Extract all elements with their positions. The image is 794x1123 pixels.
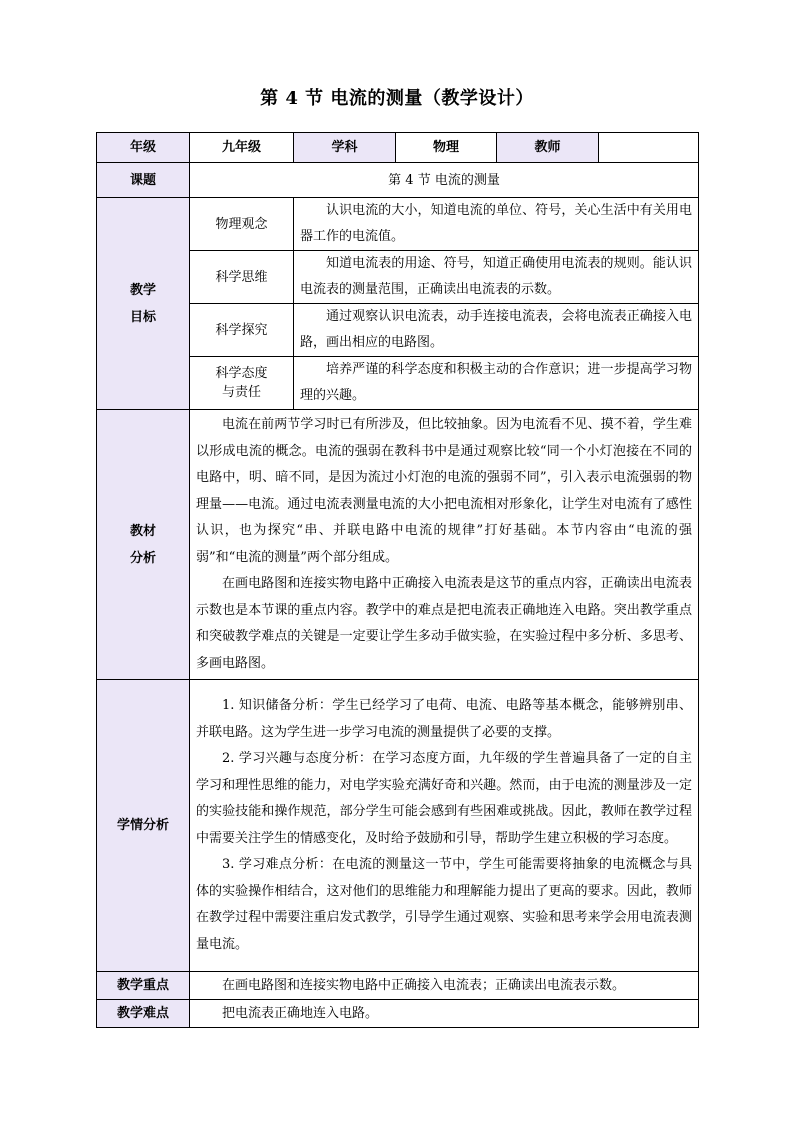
materials-label-line2: 分析 (129, 550, 156, 566)
materials-paragraph: 在画电路图和连接实物电路中正确接入电流表是这节的重点内容，正确读出电流表示数也是本节课的重点内容。教学中的难点是把电流表正确地连入电路。突出教学重点和突破教学难点的关键是一定要让学生多动手做实验，在实验过程中多分析、多思考、多画电路图。 (196, 576, 692, 671)
topic-label: 课题 (97, 163, 190, 198)
objectives-label-line1: 教学 (129, 282, 156, 298)
students-label: 学情分析 (97, 680, 190, 972)
students-row (97, 680, 699, 972)
objective-name (190, 357, 294, 410)
key-points-text (190, 972, 699, 1000)
students-paragraph: 3. 学习难点分析：在电流的测量这一节中，学生可能需要将抽象的电流概念与具体的实验操作相结合，这对他们的思维能力和理解能力提出了更高的要求。因此，教师在教学过程中需要注重启发式教学，引导学生通过观察、实验和思考来学会用电流表测量电流。 (196, 857, 692, 952)
students-text (190, 680, 699, 972)
materials-paragraph: 电流在前两节学习时已有所涉及，但比较抽象。因为电流看不见、摸不着，学生难以形成电流的概念。电流的强弱在教科书中是通过观察比较“同一个小灯泡接在不同的电路中，明、暗不同，是因为流过小灯泡的电流的强弱不同”，引入表示电流强弱的物理量——电流。通过电流表测量电流的大小把电流相对形象化，让学生对电流有了感性认识，也为探究“串、并联电路中电流的规律”打好基础。本节内容由“电流的强弱”和“电流的测量”两个部分组成。 (196, 417, 692, 565)
difficult-points-text (190, 1000, 699, 1028)
teacher-label: 教师 (497, 133, 599, 163)
materials-label-line1: 教材 (129, 523, 156, 539)
materials-label (97, 410, 190, 680)
page-title: 第 4 节 电流的测量（教学设计） (260, 88, 534, 109)
difficult-points-body: 把电流表正确地连入电路。 (222, 1005, 379, 1021)
materials-text (190, 410, 699, 680)
objective-text (294, 357, 699, 410)
objective-text (294, 304, 699, 357)
objective-row (97, 198, 699, 251)
students-paragraph: 2. 学习兴趣与态度分析：在学习态度方面，九年级的学生普遍具备了一定的自主学习和理性思维的能力，对电学实验充满好奇和兴趣。然而，由于电流的测量涉及一定的实验技能和操作规范，部分学生可能会感到有些困难或挑战。因此，教师在教学过程中需要关注学生的情感变化，及时给予鼓励和引导，帮助学生建立积极的学习态度。 (196, 751, 692, 846)
objective-text (294, 198, 699, 251)
key-points-label: 教学重点 (97, 972, 190, 1000)
grade-value: 九年级 (190, 133, 294, 163)
header-row (97, 133, 699, 163)
objective-name-line2: 与责任 (221, 385, 261, 400)
objective-text-body: 知道电流表的用途、符号，知道正确使用电流表的规则。能认识电流表的测量范围，正确读出电流表的示数。 (300, 256, 692, 297)
objective-text-body: 培养严谨的科学态度和积极主动的合作意识；进一步提高学习物理的兴趣。 (300, 362, 692, 403)
key-points-row (97, 972, 699, 1000)
objective-text-body: 认识电流的大小，知道电流的单位、符号，关心生活中有关用电器工作的电流值。 (300, 203, 692, 244)
objective-name-line1: 科学态度 (215, 366, 268, 381)
topic-value: 第 4 节 电流的测量 (190, 163, 699, 198)
objective-name: 物理观念 (190, 198, 294, 251)
objective-name: 科学思维 (190, 251, 294, 304)
objective-name: 科学探究 (190, 304, 294, 357)
difficult-points-label: 教学难点 (97, 1000, 190, 1028)
objective-text-body: 通过观察认识电流表，动手连接电流表，会将电流表正确接入电路，画出相应的电路图。 (300, 309, 692, 350)
topic-row (97, 163, 699, 198)
subject-value: 物理 (396, 133, 497, 163)
objectives-label-line2: 目标 (129, 309, 156, 325)
objective-text (294, 251, 699, 304)
subject-label: 学科 (294, 133, 396, 163)
key-points-body: 在画电路图和连接实物电路中正确接入电流表；正确读出电流表示数。 (222, 977, 626, 993)
materials-row (97, 410, 699, 680)
grade-label: 年级 (97, 133, 190, 163)
students-paragraph: 1. 知识储备分析：学生已经学习了电荷、电流、电路等基本概念，能够辨别串、并联电路。这为学生进一步学习电流的测量提供了必要的支撑。 (196, 698, 692, 740)
difficult-points-row (97, 1000, 699, 1028)
objectives-label (97, 198, 190, 410)
lesson-plan-table (96, 132, 699, 1028)
teacher-value (599, 133, 699, 163)
